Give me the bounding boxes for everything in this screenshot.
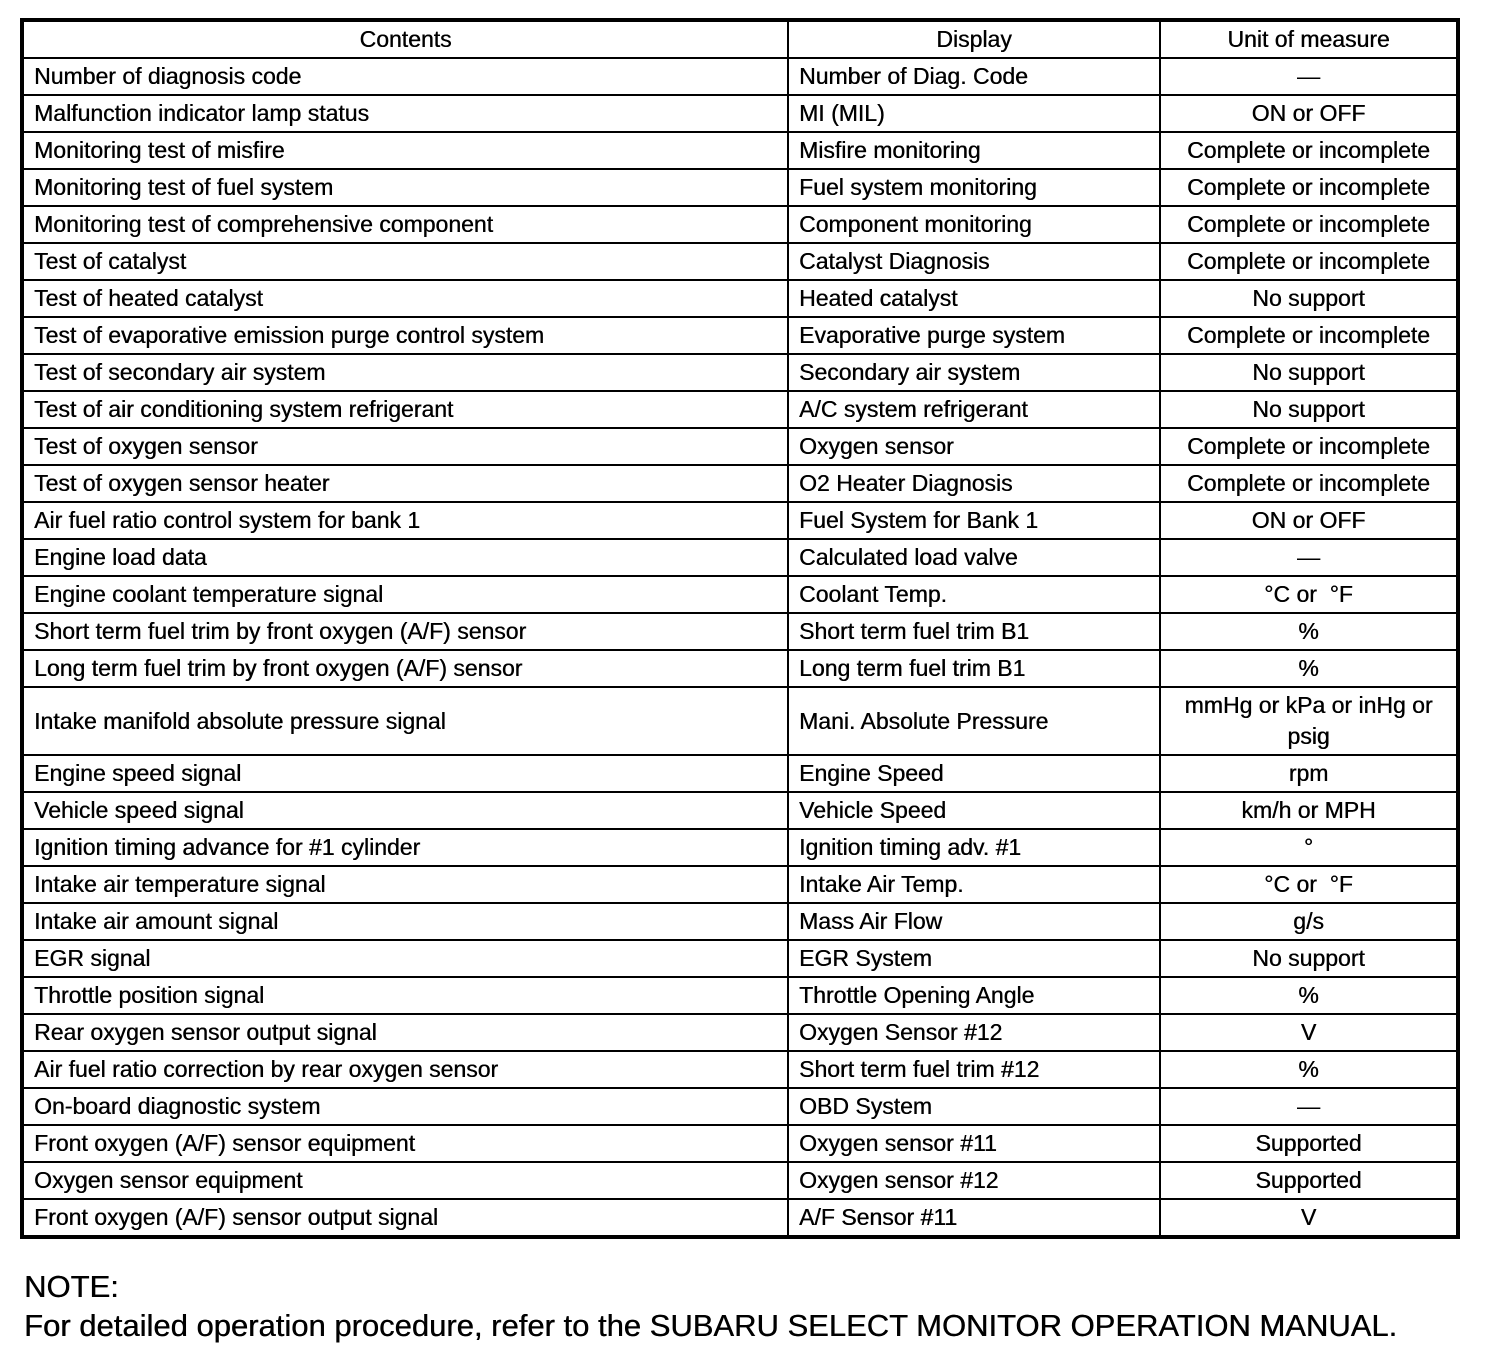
table-row <box>22 1162 1458 1199</box>
cell-unit-of-measure: — <box>1160 539 1458 576</box>
table-body <box>22 58 1458 1237</box>
cell-display: A/C system refrigerant <box>788 391 1160 428</box>
table-row <box>22 1014 1458 1051</box>
cell-unit-of-measure: ON or OFF <box>1160 95 1458 132</box>
cell-display: Heated catalyst <box>788 280 1160 317</box>
cell-display: Vehicle Speed <box>788 792 1160 829</box>
cell-unit-of-measure: rpm <box>1160 755 1458 792</box>
cell-contents: Intake air amount signal <box>22 903 788 940</box>
table-row <box>22 465 1458 502</box>
cell-contents: Monitoring test of fuel system <box>22 169 788 206</box>
cell-contents: Engine load data <box>22 539 788 576</box>
cell-unit-of-measure: km/h or MPH <box>1160 792 1458 829</box>
note-label: NOTE: <box>24 1269 119 1304</box>
cell-contents: Ignition timing advance for #1 cylinder <box>22 829 788 866</box>
table-row <box>22 687 1458 755</box>
cell-unit-of-measure: Supported <box>1160 1162 1458 1199</box>
cell-contents: Number of diagnosis code <box>22 58 788 95</box>
cell-unit-of-measure: Complete or incomplete <box>1160 132 1458 169</box>
table-row <box>22 576 1458 613</box>
table-row <box>22 539 1458 576</box>
cell-contents: Test of catalyst <box>22 243 788 280</box>
cell-unit-of-measure: Complete or incomplete <box>1160 169 1458 206</box>
table-row <box>22 1125 1458 1162</box>
cell-display: Short term fuel trim B1 <box>788 613 1160 650</box>
cell-unit-of-measure: No support <box>1160 940 1458 977</box>
cell-display: Oxygen Sensor #12 <box>788 1014 1160 1051</box>
table-row <box>22 1199 1458 1237</box>
cell-unit-of-measure: ON or OFF <box>1160 502 1458 539</box>
note-text: For detailed operation procedure, refer to the SUBARU SELECT MONITOR OPERATION MANUAL. <box>24 1308 1398 1343</box>
table-row <box>22 428 1458 465</box>
cell-unit-of-measure: No support <box>1160 280 1458 317</box>
cell-unit-of-measure: °C or °F <box>1160 866 1458 903</box>
cell-contents: Test of air conditioning system refrigerant <box>22 391 788 428</box>
cell-display: Oxygen sensor #11 <box>788 1125 1160 1162</box>
cell-unit-of-measure: °C or °F <box>1160 576 1458 613</box>
cell-unit-of-measure: g/s <box>1160 903 1458 940</box>
cell-unit-of-measure: Complete or incomplete <box>1160 206 1458 243</box>
table-row <box>22 206 1458 243</box>
cell-display: Secondary air system <box>788 354 1160 391</box>
table-row <box>22 977 1458 1014</box>
cell-contents: Monitoring test of comprehensive component <box>22 206 788 243</box>
table-row <box>22 755 1458 792</box>
table-row <box>22 792 1458 829</box>
cell-contents: Test of evaporative emission purge control system <box>22 317 788 354</box>
cell-contents: Malfunction indicator lamp status <box>22 95 788 132</box>
table-row <box>22 58 1458 95</box>
cell-display: Number of Diag. Code <box>788 58 1160 95</box>
table-row <box>22 243 1458 280</box>
table-row <box>22 613 1458 650</box>
cell-display: Component monitoring <box>788 206 1160 243</box>
cell-unit-of-measure: mmHg or kPa or inHg or psig <box>1160 687 1458 755</box>
table-row <box>22 317 1458 354</box>
table-row <box>22 391 1458 428</box>
cell-contents: Front oxygen (A/F) sensor equipment <box>22 1125 788 1162</box>
table-row <box>22 650 1458 687</box>
table-row <box>22 866 1458 903</box>
cell-contents: Monitoring test of misfire <box>22 132 788 169</box>
cell-unit-of-measure: Supported <box>1160 1125 1458 1162</box>
cell-contents: Rear oxygen sensor output signal <box>22 1014 788 1051</box>
cell-display: Short term fuel trim #12 <box>788 1051 1160 1088</box>
cell-display: Fuel system monitoring <box>788 169 1160 206</box>
cell-display: Fuel System for Bank 1 <box>788 502 1160 539</box>
table-row <box>22 95 1458 132</box>
table-row <box>22 1088 1458 1125</box>
cell-contents: Long term fuel trim by front oxygen (A/F) sensor <box>22 650 788 687</box>
table-header-row <box>22 20 1458 58</box>
cell-contents: Engine coolant temperature signal <box>22 576 788 613</box>
cell-contents: Vehicle speed signal <box>22 792 788 829</box>
cell-display: OBD System <box>788 1088 1160 1125</box>
cell-contents: Oxygen sensor equipment <box>22 1162 788 1199</box>
cell-display: Oxygen sensor <box>788 428 1160 465</box>
table-row <box>22 132 1458 169</box>
cell-contents: EGR signal <box>22 940 788 977</box>
cell-unit-of-measure: Complete or incomplete <box>1160 465 1458 502</box>
manual-page <box>0 18 1504 1343</box>
cell-display: Coolant Temp. <box>788 576 1160 613</box>
table-row <box>22 502 1458 539</box>
cell-contents: Air fuel ratio control system for bank 1 <box>22 502 788 539</box>
cell-unit-of-measure: Complete or incomplete <box>1160 243 1458 280</box>
cell-unit-of-measure: % <box>1160 977 1458 1014</box>
cell-display: MI (MIL) <box>788 95 1160 132</box>
column-header-display: Display <box>788 20 1160 58</box>
cell-display: Oxygen sensor #12 <box>788 1162 1160 1199</box>
cell-display: Mass Air Flow <box>788 903 1160 940</box>
cell-display: Ignition timing adv. #1 <box>788 829 1160 866</box>
table-row <box>22 354 1458 391</box>
cell-unit-of-measure: % <box>1160 650 1458 687</box>
table-row <box>22 829 1458 866</box>
cell-contents: Test of heated catalyst <box>22 280 788 317</box>
cell-unit-of-measure: % <box>1160 613 1458 650</box>
cell-display: Throttle Opening Angle <box>788 977 1160 1014</box>
table-row <box>22 940 1458 977</box>
cell-contents: Throttle position signal <box>22 977 788 1014</box>
cell-display: Evaporative purge system <box>788 317 1160 354</box>
cell-unit-of-measure: — <box>1160 58 1458 95</box>
cell-unit-of-measure: V <box>1160 1014 1458 1051</box>
column-header-contents: Contents <box>22 20 788 58</box>
cell-unit-of-measure: ° <box>1160 829 1458 866</box>
cell-contents: Air fuel ratio correction by rear oxygen sensor <box>22 1051 788 1088</box>
cell-display: A/F Sensor #11 <box>788 1199 1160 1237</box>
cell-contents: On-board diagnostic system <box>22 1088 788 1125</box>
table-row <box>22 169 1458 206</box>
cell-display: Long term fuel trim B1 <box>788 650 1160 687</box>
cell-unit-of-measure: Complete or incomplete <box>1160 317 1458 354</box>
cell-display: Catalyst Diagnosis <box>788 243 1160 280</box>
table-row <box>22 903 1458 940</box>
cell-unit-of-measure: V <box>1160 1199 1458 1237</box>
cell-display: O2 Heater Diagnosis <box>788 465 1160 502</box>
cell-contents: Engine speed signal <box>22 755 788 792</box>
cell-unit-of-measure: No support <box>1160 354 1458 391</box>
cell-unit-of-measure: % <box>1160 1051 1458 1088</box>
note-section <box>24 1267 1504 1345</box>
cell-display: Intake Air Temp. <box>788 866 1160 903</box>
column-header-unit-of-measure: Unit of measure <box>1160 20 1458 58</box>
cell-contents: Test of secondary air system <box>22 354 788 391</box>
cell-display: Calculated load valve <box>788 539 1160 576</box>
cell-unit-of-measure: Complete or incomplete <box>1160 428 1458 465</box>
cell-contents: Front oxygen (A/F) sensor output signal <box>22 1199 788 1237</box>
cell-contents: Intake manifold absolute pressure signal <box>22 687 788 755</box>
cell-unit-of-measure: — <box>1160 1088 1458 1125</box>
table-row <box>22 1051 1458 1088</box>
cell-display: Misfire monitoring <box>788 132 1160 169</box>
cell-contents: Intake air temperature signal <box>22 866 788 903</box>
diagnostic-data-table <box>20 18 1460 1239</box>
cell-contents: Test of oxygen sensor heater <box>22 465 788 502</box>
cell-contents: Test of oxygen sensor <box>22 428 788 465</box>
table-row <box>22 280 1458 317</box>
cell-unit-of-measure: No support <box>1160 391 1458 428</box>
cell-display: Engine Speed <box>788 755 1160 792</box>
cell-contents: Short term fuel trim by front oxygen (A/F) sensor <box>22 613 788 650</box>
cell-display: Mani. Absolute Pressure <box>788 687 1160 755</box>
cell-display: EGR System <box>788 940 1160 977</box>
